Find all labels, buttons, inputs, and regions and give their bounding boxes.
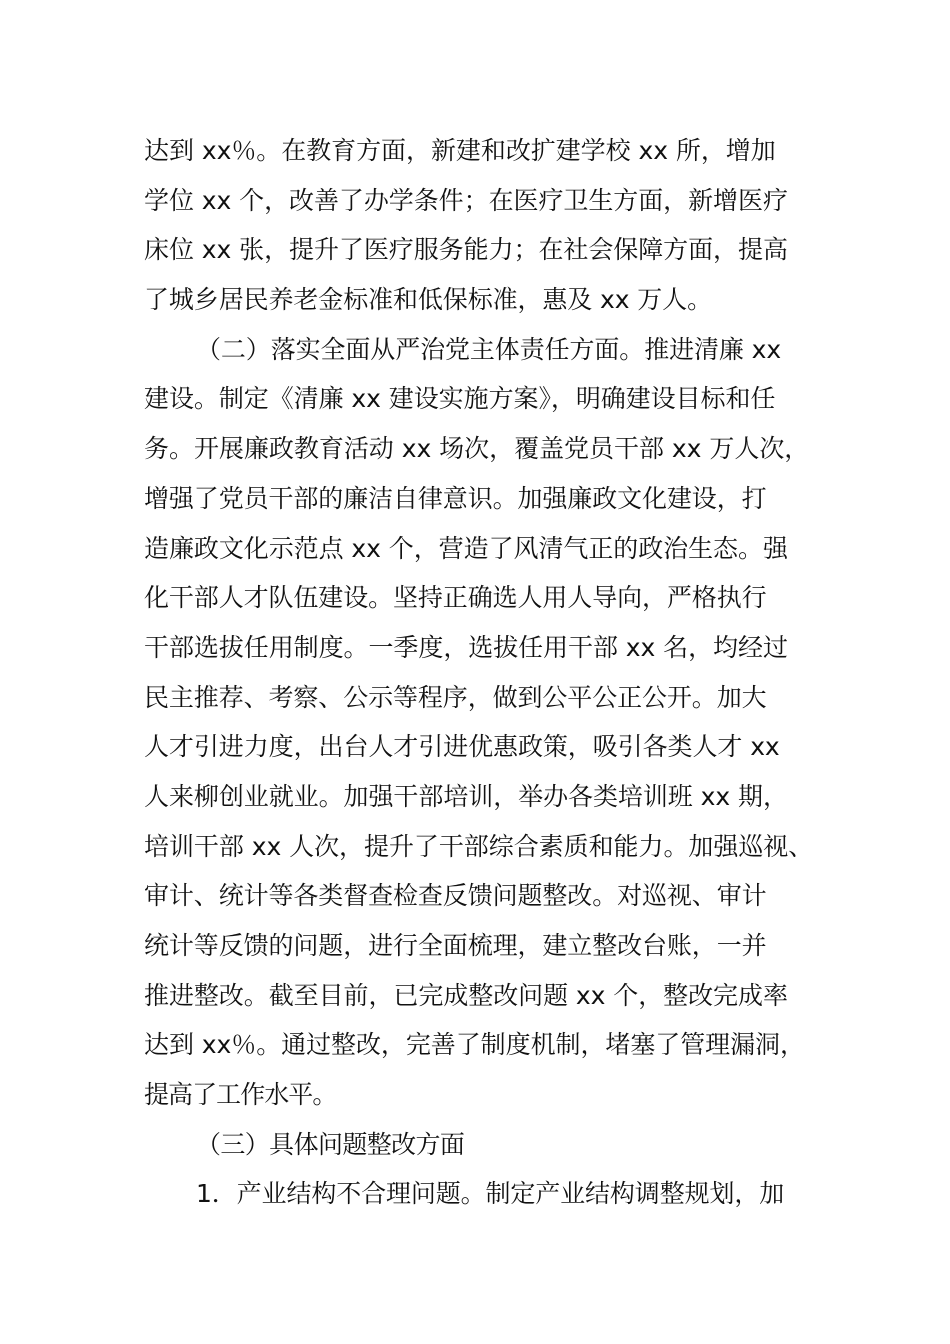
text-line: 人来柳创业就业。加强干部培训，举办各类培训班 xx 期， — [144, 781, 788, 811]
document-body — [144, 126, 844, 1219]
text-line: 1．产业结构不合理问题。制定产业结构调整规划，加 — [196, 1179, 785, 1209]
text-line: 提高了工作水平。 — [144, 1080, 337, 1110]
text-line: 推进整改。截至目前，已完成整改问题 xx 个，整改完成率 — [144, 980, 788, 1010]
text-line: 造廉政文化示范点 xx 个，营造了风清气正的政治生态。强 — [144, 533, 788, 563]
text-line: 务。开展廉政教育活动 xx 场次，覆盖党员干部 xx 万人次， — [144, 434, 810, 464]
text-line: 学位 xx 个，改善了办学条件；在医疗卫生方面，新增医疗 — [144, 185, 788, 215]
text-line: 人才引进力度，出台人才引进优惠政策，吸引各类人才 xx — [144, 732, 780, 762]
text-line: 达到 xx％。在教育方面，新建和改扩建学校 xx 所，增加 — [144, 136, 776, 165]
text-line: （二）落实全面从严治党主体责任方面。推进清廉 xx — [196, 334, 782, 364]
text-line: 了城乡居民养老金标准和低保标准，惠及 xx 万人。 — [144, 285, 712, 315]
text-line: 床位 xx 张，提升了医疗服务能力；在社会保障方面，提高 — [144, 235, 788, 265]
text-line: 建设。制定《清廉 xx 建设实施方案》，明确建设目标和任 — [144, 384, 776, 414]
text-line: 干部选拔任用制度。一季度，选拔任用干部 xx 名，均经过 — [144, 632, 788, 662]
text-line: 民主推荐、考察、公示等程序，做到公平公正公开。加大 — [144, 682, 767, 712]
text-line: 审计、统计等各类督查检查反馈问题整改。对巡视、审计 — [144, 881, 767, 911]
text-line: 统计等反馈的问题，进行全面梳理，建立整改台账，一并 — [144, 931, 767, 960]
text-line: 培训干部 xx 人次，提升了干部综合素质和能力。加强巡视、 — [144, 831, 814, 861]
text-line: 达到 xx％。通过整改，完善了制度机制，堵塞了管理漏洞， — [144, 1030, 805, 1060]
text-line: （三）具体问题整改方面 — [196, 1129, 465, 1159]
text-line: 化干部人才队伍建设。坚持正确选人用人导向，严格执行 — [144, 583, 767, 613]
text-line: 增强了党员干部的廉洁自律意识。加强廉政文化建设，打 — [144, 483, 767, 513]
